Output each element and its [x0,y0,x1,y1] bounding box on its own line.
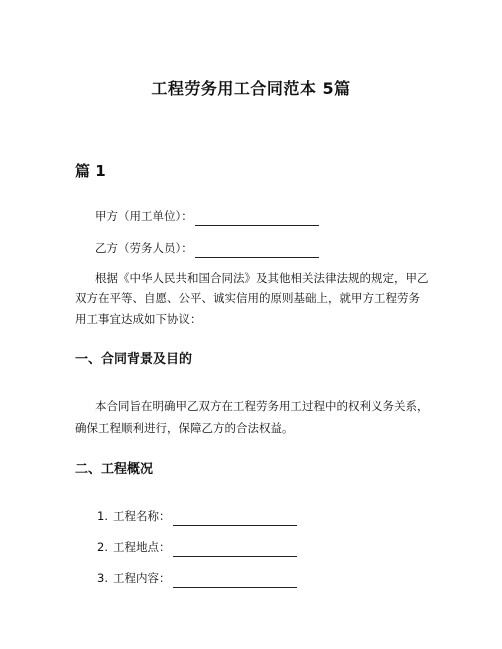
party-b-label: 乙方（劳务人员）： [95,241,193,255]
section1-heading: 一、合同背景及目的 [75,352,193,367]
party-a-line [95,206,319,226]
party-a-blank [195,211,319,226]
item-label: 工程地点： [113,540,171,554]
item-2 [97,537,297,557]
item-number: 3. [97,571,108,585]
item-1 [97,506,297,526]
item-3 [97,568,297,588]
item-blank [173,573,297,588]
intro-line-1: 根据《中华人民共和国合同法》及其他相关法律法规的规定，甲乙 [95,271,429,285]
part-heading: 篇 1 [75,162,106,180]
party-a-label: 甲方（用工单位）： [95,209,193,223]
intro-line-3: 用工事宜达成如下协议： [75,312,202,326]
item-blank [173,542,297,557]
section1-line-1: 本合同旨在明确甲乙双方在工程劳务用工过程中的权利义务关系， [95,399,429,413]
item-blank [173,511,297,526]
party-b-blank [195,243,319,258]
section1-line-2: 确保工程顺利进行，保障乙方的合法权益。 [75,421,294,435]
item-label: 工程内容： [113,571,171,585]
party-b-line [95,238,319,258]
item-number: 1. [97,509,108,523]
section2-heading: 二、工程概况 [75,462,154,477]
item-label: 工程名称： [113,509,171,523]
item-number: 2. [97,540,108,554]
intro-line-2: 双方在平等、自愿、公平、诚实信用的原则基础上，就甲方工程劳务 [75,291,420,305]
document-title: 工程劳务用工合同范本 5篇 [151,79,351,98]
